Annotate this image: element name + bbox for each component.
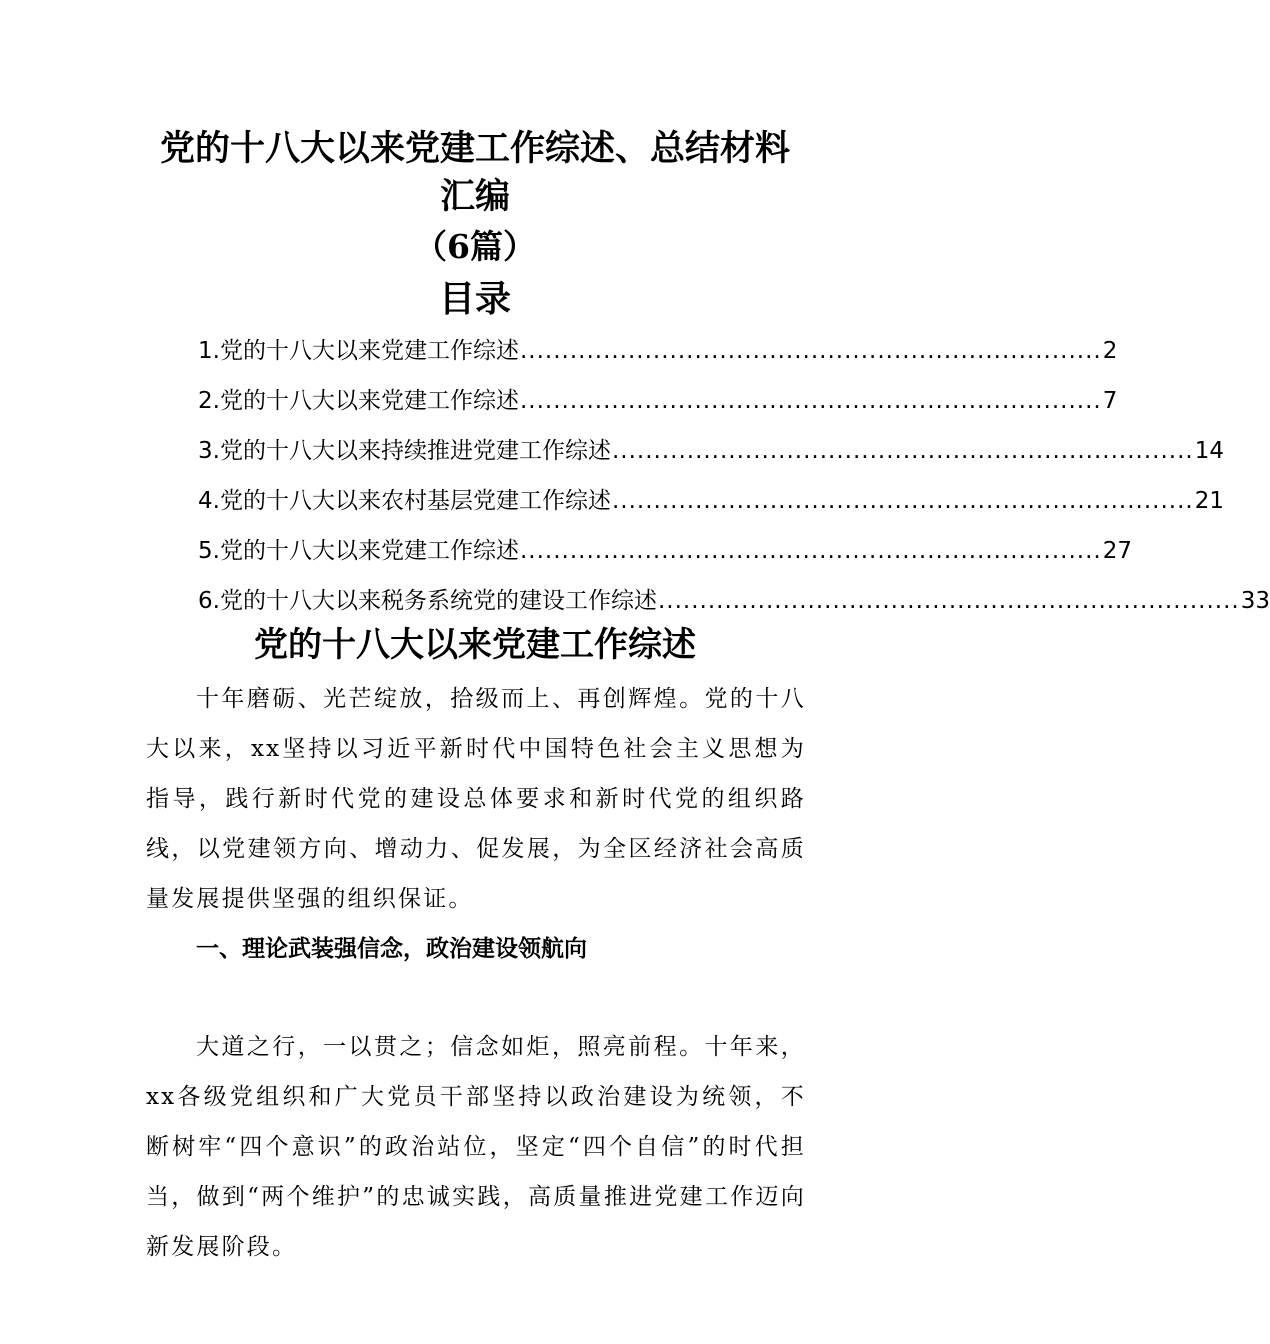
table-of-contents [198,326,1270,626]
toc-leader-dots: ...................................................................... [611,488,1194,514]
toc-leader-dots: ...................................................................... [519,538,1102,564]
toc-item-label: 1.党的十八大以来党建工作综述 [198,338,519,364]
toc-item-4[interactable] [198,476,1225,526]
toc-item-page: 21 [1194,488,1225,514]
section-subheading-1: 一、理论武装强信念，政治建设领航向 [196,936,587,962]
toc-item-label: 4.党的十八大以来农村基层党建工作综述 [198,488,611,514]
toc-leader-dots: ...................................................................... [611,438,1194,464]
toc-item-label: 6.党的十八大以来税务系统党的建设工作综述 [198,588,657,614]
toc-leader-dots: ...................................................................... [657,588,1240,614]
toc-item-label: 5.党的十八大以来党建工作综述 [198,538,519,564]
document-title-count: （6篇） [414,227,536,266]
toc-item-page: 14 [1194,438,1225,464]
toc-item-page: 33 [1240,588,1270,614]
document-title-line2: 汇编 [439,176,510,217]
toc-item-label: 2.党的十八大以来党建工作综述 [198,388,519,414]
section-title: 党的十八大以来党建工作综述 [254,625,696,665]
document-title-line1: 党的十八大以来党建工作综述、总结材料 [159,128,790,169]
toc-leader-dots: ...................................................................... [519,388,1102,414]
toc-item-1[interactable] [198,326,1118,376]
toc-item-3[interactable] [198,426,1225,476]
toc-leader-dots: ...................................................................... [519,338,1102,364]
body-paragraph-1: 十年磨砺、光芒绽放，拾级而上、再创辉煌。党的十八大以来，xx坚持以习近平新时代中国特色社会主义思想为指导，践行新时代党的建设总体要求和新时代党的组织路线，以党建领方向、增动力、促发展，为全区经济社会高质量发展提供坚强的组织保证。 [146,686,806,912]
toc-item-page: 27 [1102,538,1133,564]
toc-item-label: 3.党的十八大以来持续推进党建工作综述 [198,438,611,464]
toc-item-page: 7 [1102,388,1118,414]
toc-item-6[interactable] [198,576,1270,626]
toc-item-page: 2 [1102,338,1118,364]
toc-item-2[interactable] [198,376,1118,426]
body-paragraph-2: 大道之行，一以贯之；信念如炬，照亮前程。十年来，xx各级党组织和广大党员干部坚持以政治建设为统领，不断树牢“四个意识”的政治站位，坚定“四个自信”的时代担当，做到“两个维护”的忠诚实践，高质量推进党建工作迈向新发展阶段。 [146,1034,806,1260]
toc-item-5[interactable] [198,526,1133,576]
toc-heading: 目录 [438,278,511,320]
